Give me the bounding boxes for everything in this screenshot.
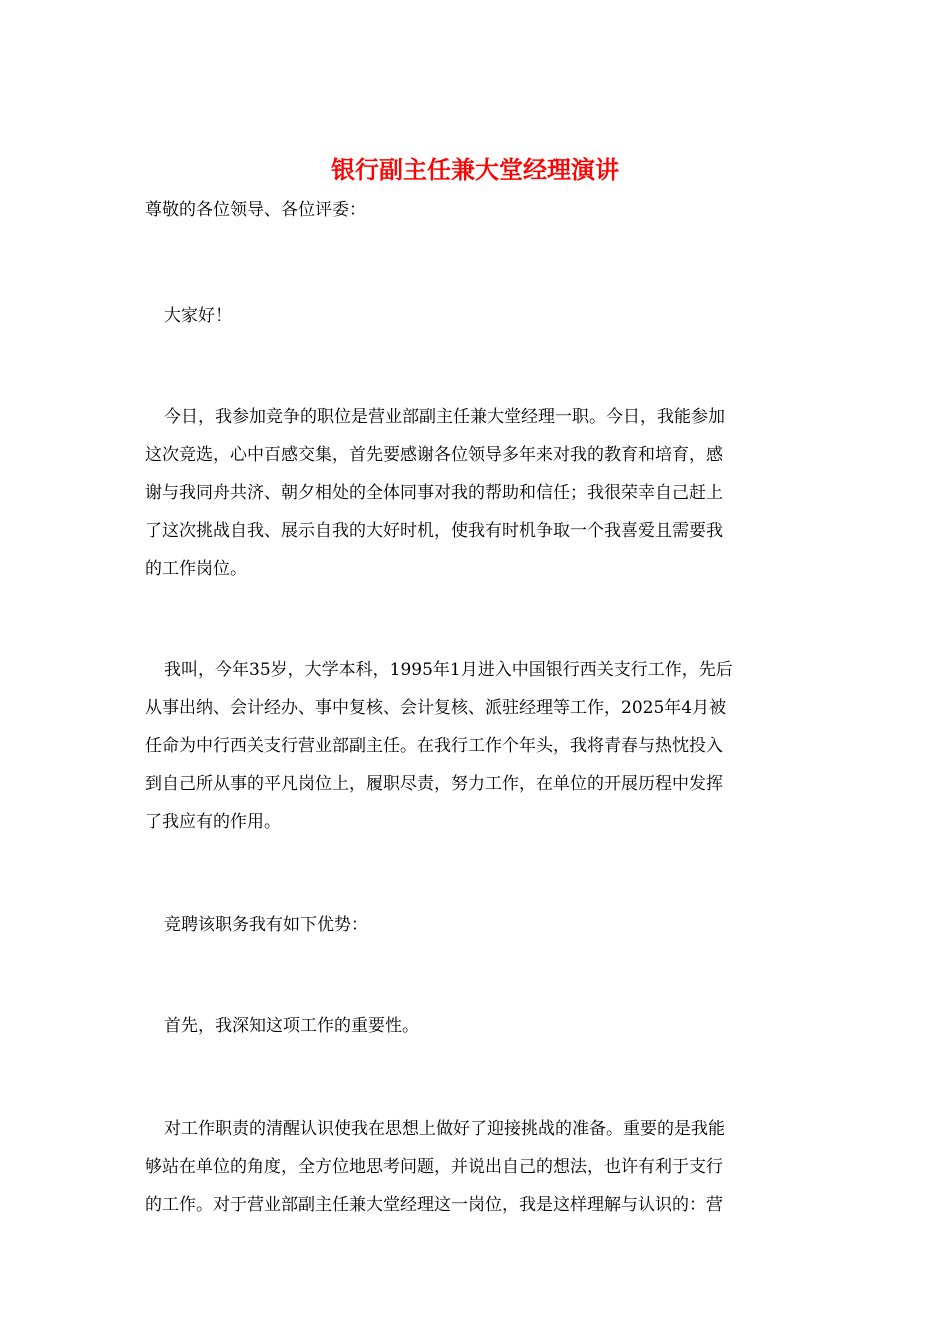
paragraph-line: 了这次挑战自我、展示自我的大好时机，使我有时机争取一个我喜爱且需要我 bbox=[145, 521, 723, 541]
paragraph-line: 够站在单位的角度，全方位地思考问题，并说出自己的想法，也许有利于支行 bbox=[145, 1157, 723, 1177]
paragraph-line: 从事出纳、会计经办、事中复核、会计复核、派驻经理等工作，2025年4月被 bbox=[145, 698, 727, 718]
paragraph-greeting bbox=[145, 297, 805, 335]
paragraph-responsibility bbox=[145, 1110, 805, 1224]
paragraph-line: 首先，我深知这项工作的重要性。 bbox=[164, 1016, 419, 1036]
paragraph-first-point bbox=[145, 1007, 805, 1045]
paragraph-intro bbox=[145, 398, 805, 588]
paragraph-background bbox=[145, 651, 805, 841]
paragraph-line: 我叫，今年35岁，大学本科，1995年1月进入中国银行西关支行工作，先后 bbox=[164, 660, 733, 680]
paragraph-line: 的工作。对于营业部副主任兼大堂经理这一岗位，我是这样理解与认识的：营 bbox=[145, 1195, 723, 1215]
paragraph-line: 今日，我参加竞争的职位是营业部副主任兼大堂经理一职。今日，我能参加 bbox=[164, 407, 725, 427]
paragraph-line: 到自己所从事的平凡岗位上，履职尽责，努力工作，在单位的开展历程中发挥 bbox=[145, 774, 723, 794]
salutation: 尊敬的各位领导、各位评委： bbox=[145, 200, 366, 220]
paragraph-line: 任命为中行西关支行营业部副主任。在我行工作个年头，我将青春与热忱投入 bbox=[145, 736, 723, 756]
document-title: 银行副主任兼大堂经理演讲 bbox=[331, 155, 619, 184]
paragraph-line: 了我应有的作用。 bbox=[145, 812, 281, 832]
paragraph-line: 谢与我同舟共济、朝夕相处的全体同事对我的帮助和信任；我很荣幸自己赶上 bbox=[145, 483, 723, 503]
paragraph-line: 大家好！ bbox=[164, 306, 232, 326]
paragraph-line: 对工作职责的清醒认识使我在思想上做好了迎接挑战的准备。重要的是我能 bbox=[164, 1119, 725, 1139]
paragraph-line: 的工作岗位。 bbox=[145, 559, 247, 579]
paragraph-line: 这次竞选，心中百感交集，首先要感谢各位领导多年来对我的教育和培育，感 bbox=[145, 445, 723, 465]
paragraph-advantages-heading bbox=[145, 906, 805, 944]
paragraph-line: 竞聘该职务我有如下优势： bbox=[164, 915, 368, 935]
